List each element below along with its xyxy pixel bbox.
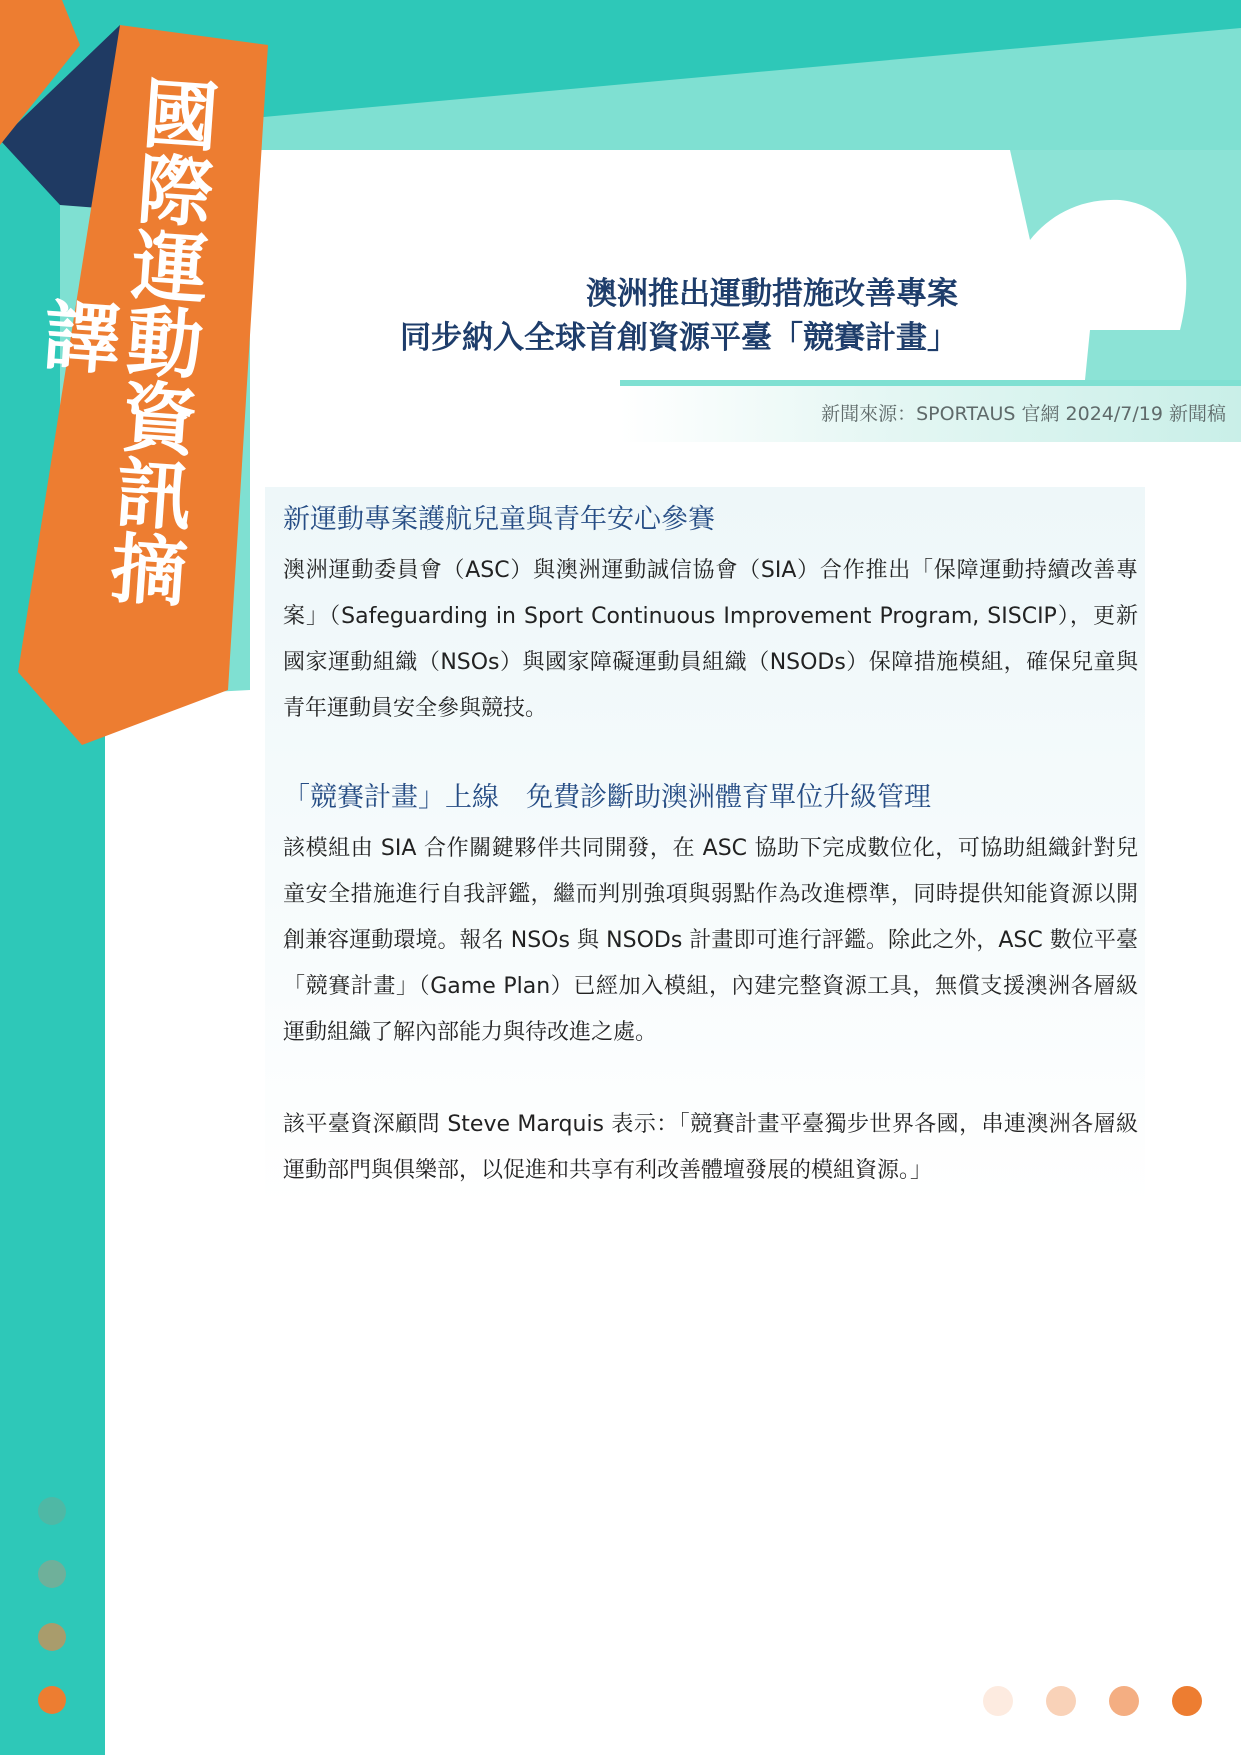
section-1-paragraph: 澳洲運動委員會（ASC）與澳洲運動誠信協會（SIA）合作推出「保障運動持續改善專案」（Safeguarding in Sport Continuous Improvement Program, SISCIP），更新國家運動組織（NSOs）與國家障礙運動員組織（NSODs）保障措施模組，確保兒童與青年運動員安全參與競技。 (283, 558, 1138, 721)
content-white-area-left (105, 700, 265, 1755)
bottom-dot-3 (1109, 1686, 1139, 1716)
section-2-paragraph-1: 該模組由 SIA 合作關鍵夥伴共同開發，在 ASC 協助下完成數位化，可協助組織針對兒童安全措施進行自我評鑑，繼而判別強項與弱點作為改進標準，同時提供知能資源以開創兼容運動環境。報名 NSOs 與 NSODs 計畫即可進行評鑑。除此之外，ASC 數位平臺「競賽計畫」（Game Plan）已經加入模組，內建完整資源工具，無償支援澳洲各層級運動組織了解內部能力與待改進之處。 (283, 836, 1138, 1045)
section-title-2: 「競賽計畫」上線 免費診斷助澳洲體育單位升級管理 (283, 782, 931, 813)
left-dot-4 (38, 1686, 66, 1714)
article-body (283, 500, 1138, 1194)
bottom-dot-1 (983, 1686, 1013, 1716)
headline-line-2: 同步納入全球首創資源平臺「競賽計畫」 (400, 320, 958, 356)
bottom-dot-row (983, 1686, 1223, 1718)
headline-line-1: 澳洲推出運動措施改善專案 (586, 276, 958, 312)
left-dot-column (38, 1497, 70, 1737)
article-headline (400, 272, 958, 360)
section-2-paragraph-2: 該平臺資深顧問 Steve Marquis 表示：「競賽計畫平臺獨步世界各國，串連澳洲各層級運動部門與俱樂部，以促進和共享有利改善體壇發展的模組資源。」 (283, 1112, 1138, 1183)
left-dot-3 (38, 1623, 66, 1651)
news-source: 新聞來源：SPORTAUS 官網 2024/7/19 新聞稿 (821, 403, 1226, 425)
bottom-dot-4 (1172, 1686, 1202, 1716)
left-dot-1 (38, 1497, 66, 1525)
section-title-1: 新運動專案護航兒童與青年安心參賽 (283, 504, 715, 535)
bottom-dot-2 (1046, 1686, 1076, 1716)
left-dot-2 (38, 1560, 66, 1588)
banner-title: 國際運動資訊摘譯 (29, 72, 222, 610)
